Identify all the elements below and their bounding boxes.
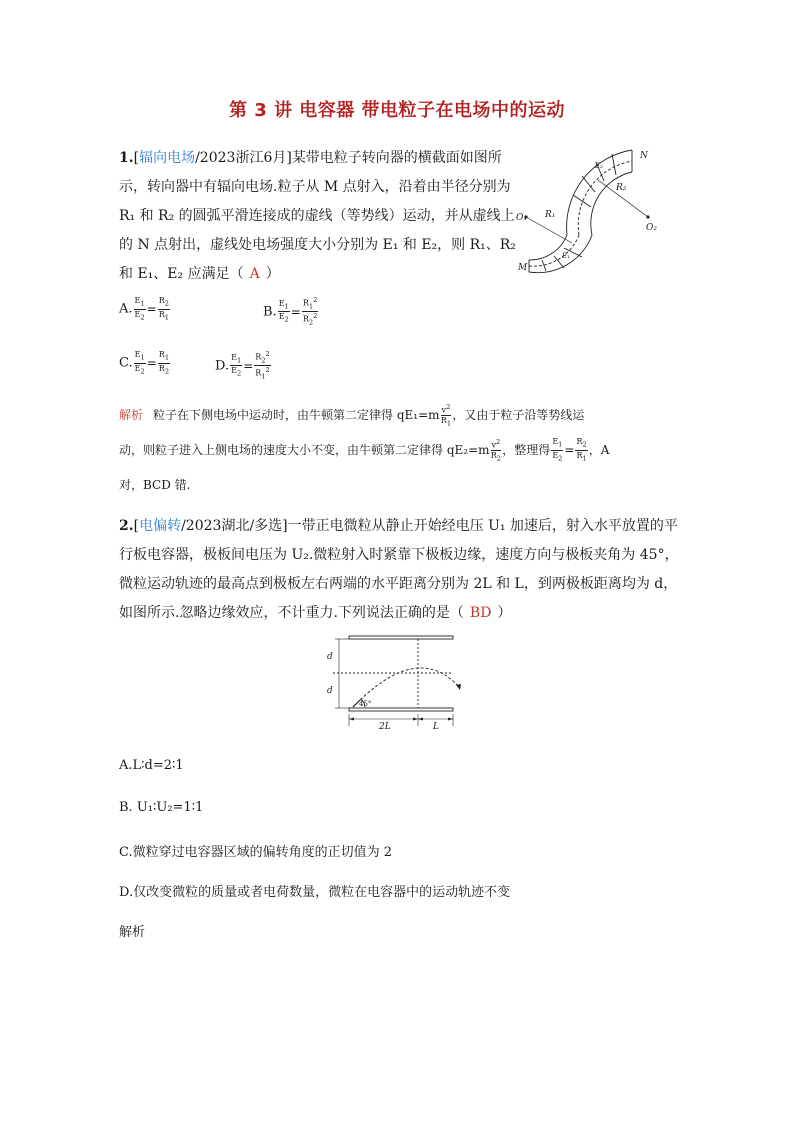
option-c[interactable]: C.微粒穿过电容器区域的偏转角度的正切值为 2 [119,845,393,860]
solution-1-line-1: 解析 粒子在下侧电场中运动时，由牛顿第二定律得 qE₁=m $\frac{v^2}{R_1}$ ，又由于粒子沿等势线运 [119,402,585,428]
question-number: 2. [119,518,134,534]
topic-tag[interactable]: 电偏转 [139,518,182,534]
page-title: 第 3 讲 电容器 带电粒子在电场中的运动 [228,100,566,121]
capacitor-diagram [323,630,471,730]
solution-1-line-3: 对，BCD 错. [119,478,191,492]
label-M: M [518,263,528,273]
label-d-lower: d [327,686,333,696]
source-label: /2023浙江6月] [195,150,292,166]
solution-label: 解析 [119,408,144,422]
label-O2: O₂ [646,223,657,233]
question-1-line-1: 1.[辐向电场/2023浙江6月]某带电粒子转向器的横截面如图所 [119,150,502,166]
answer-text: A [249,266,260,282]
question-1-line-5: 和 E₁、E₂ 应满足（ A ） [119,266,280,282]
option-b[interactable]: B. U₁∶U₂=1∶1 [119,800,204,815]
label-2L: 2L [379,722,391,730]
answer-text: BD [469,605,492,621]
question-2-line-3: 微粒运动轨迹的最高点到极板左右两端的水平距离分别为 2L 和 L，到两极板距离均为 d， [119,576,678,592]
label-E2: E₂ [595,162,603,170]
question-2-line-2: 行板电容器，极板间电压为 U₂.微粒射入时紧靠下极板边缘，速度方向与极板夹角为 45°， [119,547,679,563]
solution-1-line-2: 动，则粒子进入上侧电场的速度大小不变，由牛顿第二定律得 qE₂=m $\frac{v^2}{R_2}$ ，整理得 $\frac{E_1}{E_2}$ = $\frac{R_2}{R_1}$ ，A [119,437,610,463]
label-d-upper: d [327,652,333,662]
option-d[interactable]: D. $\frac{E_1}{E_2}$ = $\frac{R_2^2}{R_1^2}$ [215,350,270,381]
question-1-line-3: R₁ 和 R₂ 的圆弧平滑连接成的虚线（等势线）运动，并从虚线上 [119,208,515,224]
topic-tag[interactable]: 辐向电场 [139,150,196,166]
question-number: 1. [119,150,134,166]
question-1 [119,144,516,289]
solution-2-label: 解析 [119,925,146,940]
label-E1: E₁ [562,252,570,260]
label-R1: R₁ [545,210,556,220]
source-label: /2023湖北/多选] [181,518,288,534]
deflector-diagram [512,140,672,275]
label-N: N [640,151,648,161]
label-45-deg: 45° [359,700,372,708]
option-c[interactable]: C. $\frac{E_1}{E_2}$ = $\frac{R_1}{R_2}$ [119,350,170,376]
solution-1 [119,398,679,503]
question-1-line-2: 示，转向器中有辐向电场.粒子从 M 点射入，沿着由半径分别为 [119,179,511,195]
question-2-line-4: 如图所示.忽略边缘效应，不计重力.下列说法正确的是（ BD ） [119,605,512,621]
question-1-line-4: 的 N 点射出，虚线处电场强度大小分别为 E₁ 和 E₂，则 R₁、R₂ [119,237,516,253]
label-L: L [433,722,439,730]
question-2-line-1: 2.[电偏转/2023湖北/多选]一带正电微粒从静止开始经电压 U₁ 加速后，射入水平放置的平 [119,518,678,534]
question-2 [119,512,679,628]
option-d[interactable]: D.仅改变微粒的质量或者电荷数量，微粒在电容器中的运动轨迹不变 [119,885,511,900]
label-O1: O₁ [516,213,527,223]
option-b[interactable]: B. $\frac{E_1}{E_2}$ = $\frac{R_1^2}{R_2^2}$ [263,296,318,327]
option-a[interactable]: A.L∶d=2∶1 [119,758,184,773]
label-R2: R₂ [616,183,627,193]
option-a[interactable]: A. $\frac{E_1}{E_2}$ = $\frac{R_2}{R_1}$ [119,296,169,322]
